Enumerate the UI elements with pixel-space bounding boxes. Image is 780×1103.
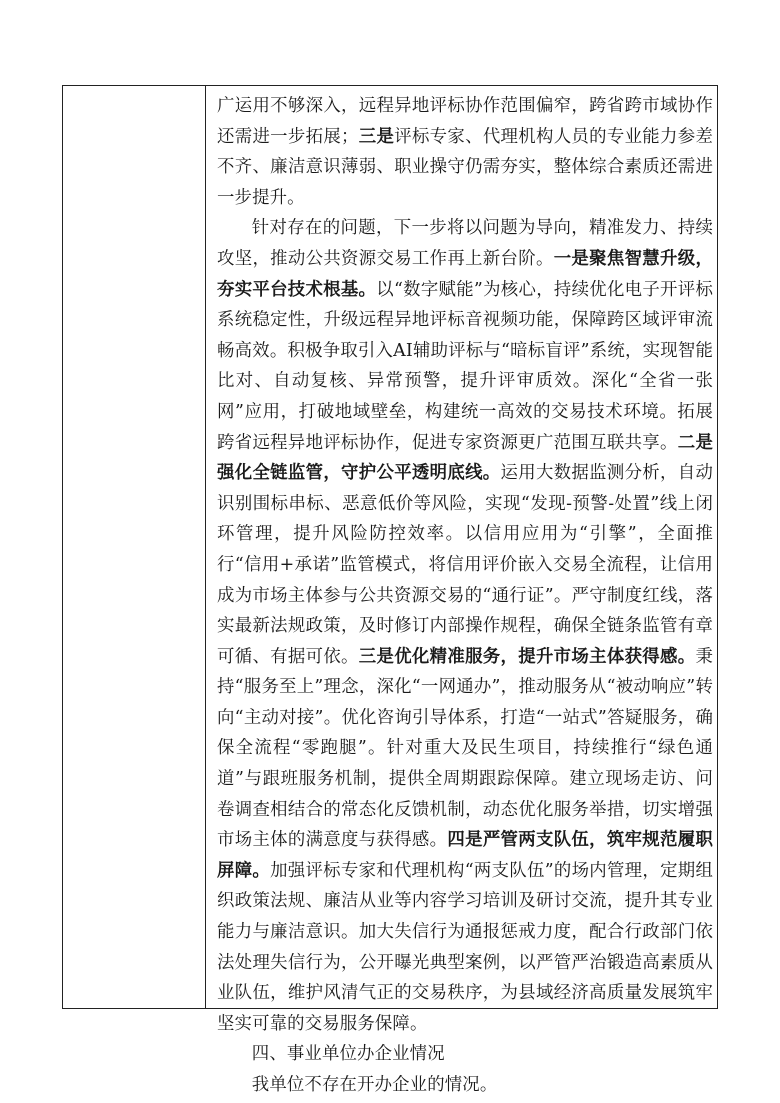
emphasis-run-point-2: 二是强化全链监管，守护公平透明底线。 (217, 432, 713, 484)
text-run: 运用大数据监测分析，自动识别围标串标、恶意低价等风险，实现“发现-预警-处置”线上闭环管理，提升风险防控效率。以信用应用为“引擎”，全面推行“信用+承诺”监管模式，将信用评价嵌入交易全流程，让信用成为市场主体参与公共资源交易的“通行证”。严守制度红线，落实最新法规政策，及时修订内部操作规程，确保全链条监管有章可循、有据可依。 (217, 463, 713, 667)
section-heading-enterprise: 四、事业单位办企业情况 (251, 1044, 445, 1065)
text-run: 评标专家、代理机构人员的专业能力参差不齐、廉洁意识薄弱、职业操守仍需夯实，整体综合素质还需进一步提升。 (217, 126, 714, 208)
emphasis-run-point-4: 四是严管两支队伍，筑牢规范履职屏障。 (217, 830, 713, 881)
text-run: 以“数字赋能”为核心，持续优化电子开评标系统稳定性，升级远程异地评标音视频功能，保障跨区域评审流畅高效。积极争取引入AI辅助评标与“暗标盲评”系统，实现智能比对、自动复核、异常预警，提升评审质效。深化“全省一张网”应用，打破地域壁垒，构建统一高效的交易技术环境。拓展跨省远程异地评标协作，促进专家资源更广范围互联共享。 (217, 279, 713, 453)
table-column-divider (205, 85, 206, 1009)
paragraph-next-steps (217, 213, 713, 1039)
paragraph-problems-continued (217, 91, 713, 213)
text-run: 秉持“服务至上”理念，深化“一网通办”，推动服务从“被动响应”转向“主动对接”。优化咨询引导体系，打造“一站式”答疑服务，确保全流程“零跑腿”。针对重大及民生项目，持续推行“绿色通道”与跟班服务机制，提供全周期跟踪保障。建立现场走访、问卷调查相结合的常态化反馈机制，动态优化服务举措，切实增强市场主体的满意度与获得感。 (217, 646, 713, 851)
emphasis-run-point-3: 三是优化精准服务，提升市场主体获得感。 (358, 646, 696, 667)
emphasis-run-point-1: 一是聚焦智慧升级，夯实平台技术根基。 (217, 248, 713, 300)
report-content-cell (217, 91, 713, 1101)
emphasis-run: 三是 (358, 126, 395, 147)
text-run: 广运用不够深入，远程异地评标协作范围偏窄，跨省跨市域协作还需进一步拓展； (217, 96, 713, 147)
text-run: 针对存在的问题，下一步将以问题为导向，精准发力、持续攻坚，推动公共资源交易工作再上新台阶。 (217, 218, 713, 269)
paragraph-enterprise-status: 我单位不存在开办企业的情况。 (251, 1075, 498, 1095)
text-run: 加强评标专家和代理机构“两支队伍”的场内管理，定期组织政策法规、廉洁从业等内容学习培训及研讨交流，提升其专业能力与廉洁意识。加大失信行为通报惩戒力度，配合行政部门依法处理失信行为，公开曝光典型案例，以严管严治锻造高素质从业队伍，维护风清气正的交易秩序，为县域经济高质量发展筑牢坚实可靠的交易服务保障。 (217, 860, 714, 1034)
